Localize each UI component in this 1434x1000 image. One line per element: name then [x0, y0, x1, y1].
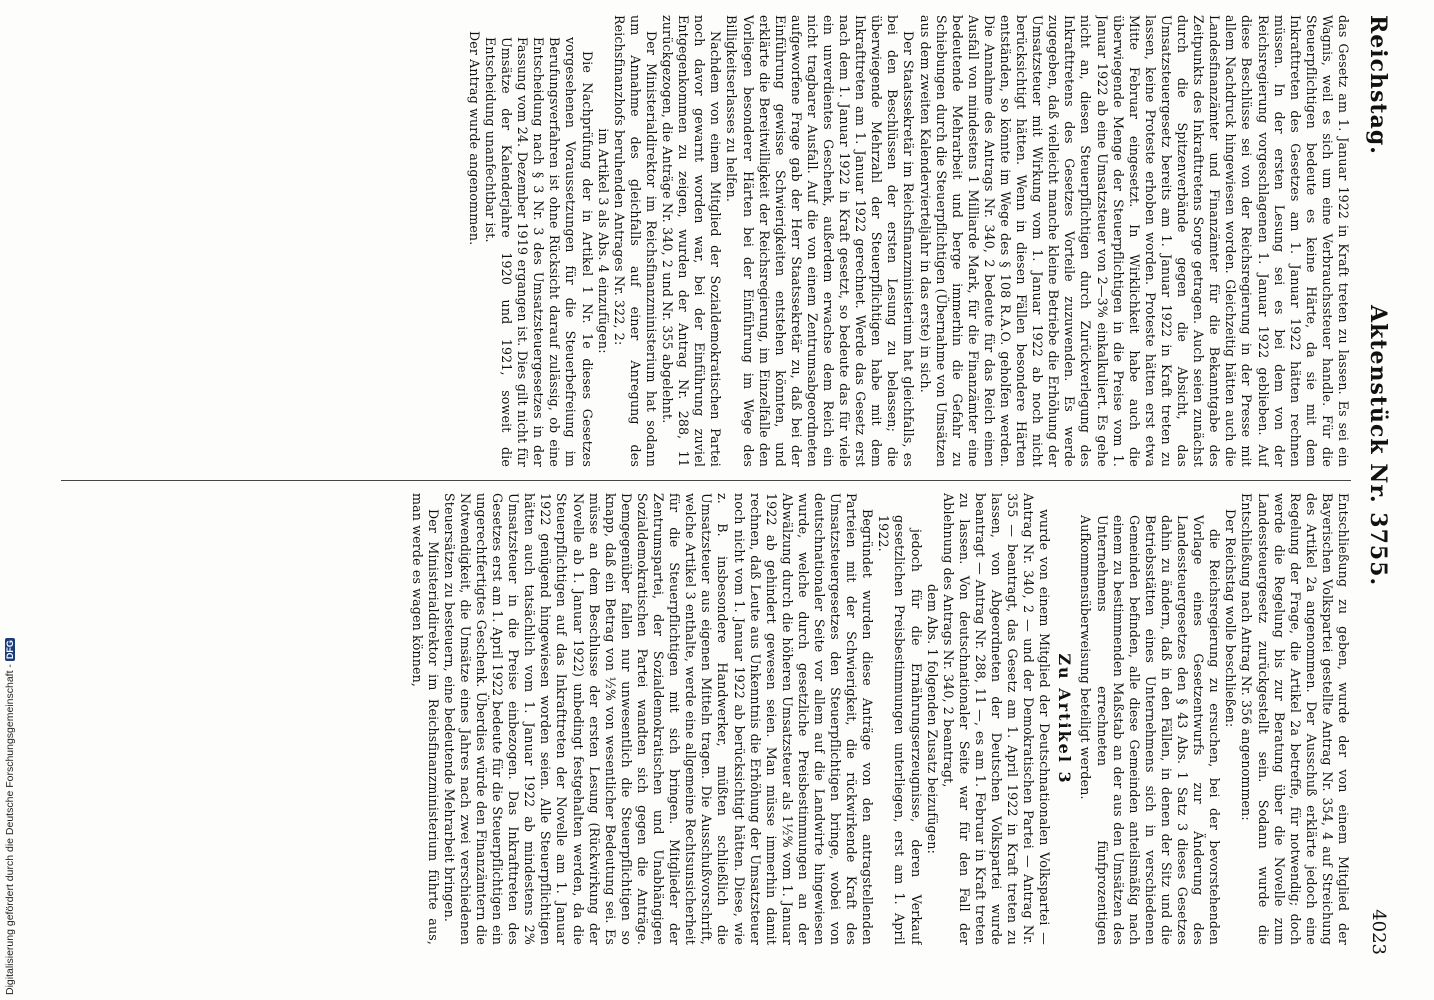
paragraph: im Artikel 3 als Abs. 4 einzufügen:	[595, 128, 611, 354]
paragraph: wurde von einem Mitglied der Deutschnationalen Volkspartei — Antrag Nr. 340, 2 — und der Demokratischen Partei — Antrag Nr. 355 — beantragt, das Gesetz am 1. April 1922 in Kraft treten zu lassen, von Abgeordneten der Deutschen Volkspartei wurde beantragt — Antrag Nr. 288, 11 —, es am 1. Februar in Kraft treten zu lassen. Von deutschnationaler Seite war für den Fall der Ablehnung des Antrags Nr. 340, 2 beantragt,	[940, 493, 1053, 945]
section-heading: Zu Artikel 3	[1055, 653, 1075, 785]
quoted-block	[482, 37, 595, 467]
paragraph: Der Antrag wurde angenommen.	[466, 31, 482, 246]
quoted-block	[1077, 515, 1222, 945]
paragraph: die Reichsregierung zu ersuchen, bei der bevorstehenden Vorlage eines Gesetzentwurfs zur Änderung des Landessteuergesetzes den § 43 Abs. 1 Satz 3 dieses Gesetzes dahin zu ändern, daß in den Fällen, in denen der Sitz und die Betriebsstätten eines Unternehmens sich in verschiedenen Gemeinden befinden, alle diese Gemeinden anteilsmäßig nach einem zu bestimmenden Maßstab an der aus den Umsätzen des Unternehmens errechneten fünfprozentigen Aufkommensüberweisung beteiligt werden.	[1078, 515, 1223, 945]
paragraph: das Gesetz am 1. Januar 1922 in Kraft treten zu lassen. Es sei ein Wagnis, weil es sich um eine Verbrauchssteuer handle. Für die Steuerpflichtigen bedeute es keine Härte, da sie mit dem Inkrafttreten des Gesetzes am 1. Januar 1922 hätten rechnen müssen. In der ersten Lesung sei es bei dem von der Reichsregierung vorgeschlagenen 1. Januar 1922 geblieben. Auf diese Beschlüsse sei von der Reichsregierung in der Presse mit allem Nachdruck hingewiesen worden. Gleichzeitig hätten auch die Landesfinanzämter und Finanzämter für die Bekanntgabe des Zeitpunkts des Inkrafttretens Sorge getragen. Auch seien zunächst durch die Spitzenverbände gegen die Absicht, das Umsatzsteuergesetz bereits am 1. Januar 1922 in Kraft treten zu lassen, keine Proteste erhoben worden. Proteste hätten erst etwa Mitte Februar eingesetzt. In Wirklichkeit habe auch die überwiegende Menge der Steuerpflichtigen in die Preise vom 1. Januar 1922 ab eine Umsatzsteuer von 2—3% einkalkuliert. Es gehe nicht an, diesen Steuerpflichtigen durch Zurückverlegung des Inkrafttretens des Gesetzes Vorteile zuzuwenden. Es werde zugegeben, daß vielleicht manche kleine Betriebe die Erhöhung der Umsatzsteuer mit Wirkung vom 1. Januar 1922 ab noch nicht berücksichtigt hätten. Wenn in diesen Fällen besondere Härten entständen, so könnte im Wege des § 108 R.A.O. geholfen werden. Die Annahme des Antrags Nr. 340, 2 bedeute für das Reich einen Ausfall von mindestens 1 Milliarde Mark, für die Finanzämter eine bedeutende Mehrarbeit und berge immerhin die Gefahr zu Schiebungen durch die Steuerpflichtigen (Übernahme von Umsätzen aus dem zweiten Kalendervierteljahr in das erste) in sich.	[917, 15, 1351, 467]
paragraph: Nachdem von einem Mitglied der Sozialdemokratischen Partei noch davor gewarnt worden war, bei der Einführung zuviel Entgegenkommen zu zeigen, wurden der Antrag Nr. 288, 11 zurückgezogen, die Anträge Nr. 340, 2 und Nr. 355 abgelehnt.	[660, 15, 724, 467]
paragraph: dem Abs. 1 folgenden Zusatz beizufügen:	[924, 584, 940, 854]
digitization-credit	[4, 605, 18, 995]
paragraph: Der Staatssekretär im Reichsfinanzministerium hat gleichfalls, es bei den Beschlüssen der ersten Lesung zu belassen; die überwiegende Mehrzahl der Steuerpflichtigen habe mit dem Inkrafttreten am 1. Januar 1922 gerechnet. Werde das Gesetz erst nach dem 1. Januar 1922 in Kraft gesetzt, so bedeute das für viele ein unverdientes Geschenk, außerdem erwachse dem Reich ein nicht tragbarer Ausfall. Auf die von einem Zentrumsabgeordneten aufgeworfene Frage gab der Herr Staatssekretär zu, daß bei der Einführung gewisse Schwierigkeiten entstehen könnten, und erklärte die Bereitwilligkeit der Reichsregierung, im Einzelfalle den Vorliegen besonderer Härten bei der Einführung im Wege des Billigkeitserlasses zu helfen.	[724, 15, 917, 467]
paragraph: Entschließung zu geben, wurde der von einem Mitglied der Bayerischen Volkspartei gestellte Antrag Nr. 354, 4 auf Streichung des Artikel 2a angenommen. Der Ausschuß erklärte jedoch eine Regelung der Frage, die Artikel 2a betreffe, für notwendig; doch werde die Regelung bis zur Beratung über die Novelle zum Landessteuergesetz zurückgestellt sein. Sodann wurde die Entschließung nach Antrag Nr. 356 angenommen:	[1239, 493, 1351, 945]
paragraph: Der Reichstag wolle beschließen:	[1223, 509, 1239, 728]
page-header	[1359, 15, 1395, 975]
header-reichstag: Reichstag.	[1365, 15, 1391, 155]
text-column-left	[51, 493, 1351, 945]
column-divider	[61, 480, 1351, 481]
paragraph: jedoch für die Ernährungserzeugnisse, deren Verkauf gesetzlichen Preisbestimmungen unterliegen, erst am 1. April 1922.	[876, 515, 924, 945]
quoted-block	[875, 515, 923, 945]
paragraph: Die Nachprüfung der in Artikel 1 Nr. 1e dieses Gesetzes vorgesehenen Voraussetzungen für die Steuerbefreiung im Berufungsverfahren ist ohne Rücksicht darauf zulässig, ob eine Entscheidung nach § 3 Nr. 3 des Umsatzsteuergesetzes in der Fassung vom 24. Dezember 1919 ergangen ist. Dies gilt nicht für Umsätze der Kalenderjahre 1920 und 1921, soweit die Entscheidung unanfechtbar ist.	[483, 37, 595, 467]
credit-text: Digitalisierung gefördert durch die Deutsche Forschungsgemeinschaft -	[4, 664, 16, 995]
text-column-right	[51, 15, 1351, 467]
paragraph: Der Ministerialdirektor im Reichsfinanzministerium führte aus, man werde es wagen können,	[409, 493, 441, 945]
paragraph: Der Ministerialdirektor im Reichsfinanzministerium hat sodann um Annahme des gleichfalls auf einer Anregung des Reichsfinanzhofs beruhenden Antrages Nr. 322, 2:	[611, 15, 659, 467]
rotated-document-page	[50, 15, 1395, 975]
paragraph: Begründet wurden diese Anträge von den antragstellenden Parteien mit der Schwierigkeit, die rückwirkende Kraft des Umsatzsteuergesetzes den Steuerpflichtigen bringe, wobei von deutschnationaler Seite vor allem auf die Landwirte hingewiesen wurde, welche durch gesetzliche Preisbestimmungen an der Abwälzung durch die höheren Umsatzsteuer als 1½% vom 1. Januar 1922 ab gehindert gewesen seien. Man müsse immerhin damit rechnen, daß Leute aus Unkenntnis die Erhöhung der Umsatzsteuer noch nicht vom 1. Januar 1922 ab berücksichtigt hätten. Diese, wie z. B. insbesondere Handwerker, müßten schließlich die Umsatzsteuer aus eigenen Mitteln tragen. Die Ausschußvorschrift, welche Artikel 3 enthalte, werde eine allgemeine Rechtsunsicherheit für die Steuerpflichtigen mit sich bringen. Mitglieder der Zentrumspartei, der Sozialdemokratischen und Unabhängigen Sozialdemokratischen Partei wandten sich gegen die Anträge. Demgegenüber fallen nur unwesentlich die Steuerpflichtigen so knapp, daß ein Betrag von ½% von wesentlicher Bedeutung sei. Es müsse an dem Beschlusse der ersten Lesung (Rückwirkung der Novelle ab 1. Januar 1922) unbedingt festgehalten werden, da die Steuerpflichtigen auf das Inkrafttreten der Novelle am 1. Januar 1922 genügend hingewiesen worden seien. Alle Steuerpflichtigen hätten auch tatsächlich vom 1. Januar 1922 ab mindestens 2% Umsatzsteuer in die Preise einbezogen. Das Inkrafttreten des Gesetzes erst am 1. April 1922 bedeute für die Steuerpflichtigen ein ungerechtfertigtes Geschenk. Überdies würde den Finanzämtern die Notwendigkeit, die Umsätze eines Jahres nach zwei verschiedenen Steuersätzen zu besteuern, eine bedeutende Mehrarbeit bringen.	[441, 493, 876, 945]
dfg-logo: DFG	[5, 640, 15, 660]
header-aktenstueck: Aktenstück Nr. 3755.	[1365, 305, 1391, 587]
page-number: 4023	[1368, 909, 1389, 955]
